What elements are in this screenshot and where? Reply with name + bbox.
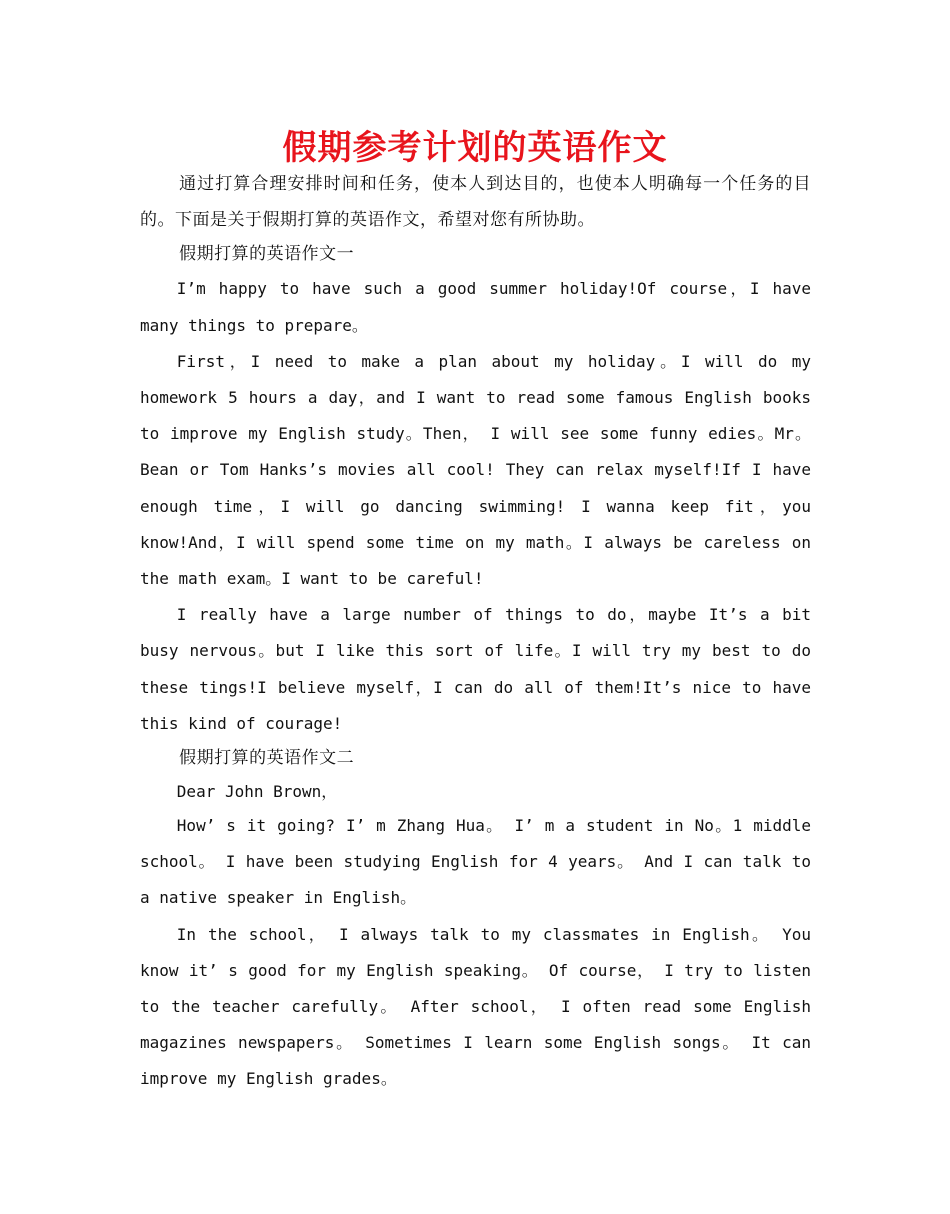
document-title: 假期参考计划的英语作文 — [282, 128, 668, 168]
intro-paragraph: 通过打算合理安排时间和任务，使本人到达目的，也使本人明确每一个任务的目的。下面是关于假期打算的英语作文，希望对您有所协助。 — [140, 174, 811, 231]
document-body — [140, 166, 811, 1098]
letter-salutation: Dear John Brown， — [176, 782, 338, 802]
essay-1-paragraph-1: I’m happy to have such a good summer holiday!Of course，I have many things to prepare。 — [140, 279, 811, 335]
essay-1-paragraph-2: First，I need to make a plan about my holiday。I will do my homework 5 hours a day，and I want to read some famous English books to improve my English study。Then， I will see some funny edies。Mr。Bean or Tom Hanks’s movies all cool! They can relax myself!If I have enough time，I will go dancing swimming! I wanna keep fit，you know!And，I will spend some time on my math。I always be careless on the math exam。I want to be careful! — [140, 351, 812, 589]
essay-2-paragraph-2: In the school， I always talk to my classmates in English。 You know it’ s good for my English speaking。 Of course， I try to listen to the teacher carefully。 After school， I often read some English magazines newspapers。 Sometimes I learn some English songs。 It can improve my English grades。 — [140, 924, 812, 1089]
section-heading-1: 假期打算的英语作文一 — [179, 244, 355, 265]
section-heading-2: 假期打算的英语作文二 — [179, 748, 355, 769]
essay-1-paragraph-3: I really have a large number of things to do，maybe It’s a bit busy nervous。but I like this sort of life。I will try my best to do these tings!I believe myself，I can do all of them!It’s nice to have this kind of courage! — [140, 605, 811, 733]
essay-2-paragraph-1: How’ s it going? I’ m Zhang Hua。 I’ m a student in No。1 middle school。 I have been studying English for 4 years。 And I can talk to a native speaker in English。 — [140, 816, 812, 908]
